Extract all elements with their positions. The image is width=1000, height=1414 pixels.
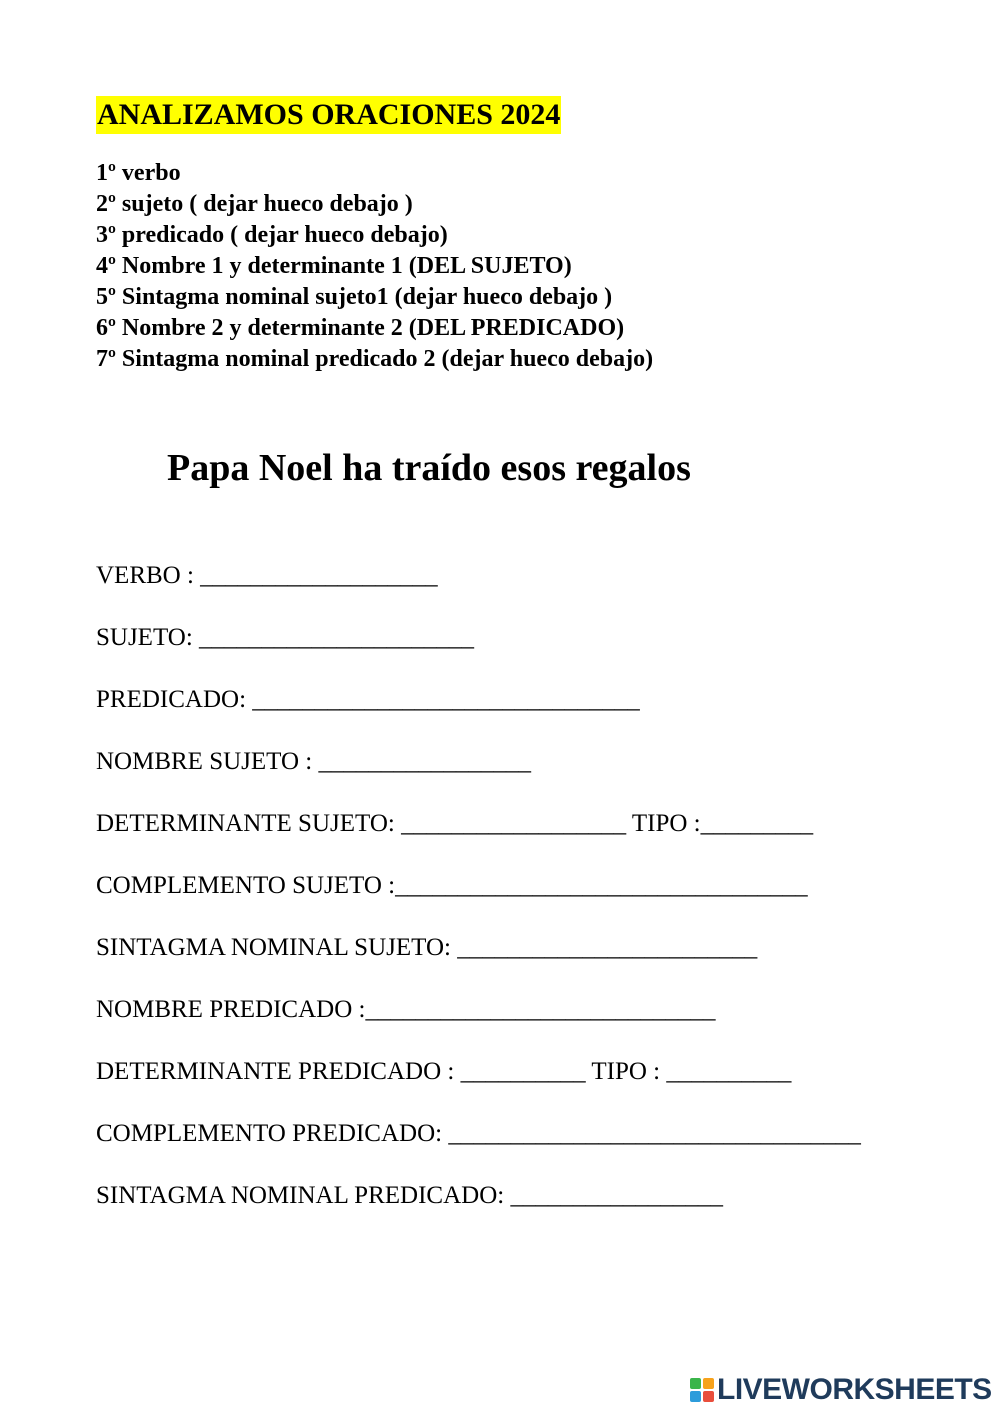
field-determinante-predicado[interactable]: DETERMINANTE PREDICADO : __________ TIPO : __________ [96, 1058, 792, 1085]
logo-square [703, 1378, 714, 1389]
field-sintagma-nominal-sujeto[interactable]: SINTAGMA NOMINAL SUJETO: ________________________ [96, 934, 758, 961]
field-nombre-sujeto[interactable]: NOMBRE SUJETO : _________________ [96, 748, 531, 775]
liveworksheets-logo-icon [690, 1378, 714, 1402]
instruction-step: 1º verbo [96, 160, 181, 186]
instruction-step: 7º Sintagma nominal predicado 2 (dejar hueco debajo) [96, 346, 654, 372]
field-complemento-sujeto[interactable]: COMPLEMENTO SUJETO :_________________________________ [96, 872, 808, 899]
instructions-list [96, 158, 653, 375]
logo-square [690, 1391, 701, 1402]
instruction-step: 5º Sintagma nominal sujeto1 (dejar hueco debajo ) [96, 284, 613, 310]
field-complemento-predicado[interactable]: COMPLEMENTO PREDICADO: _________________________________ [96, 1120, 861, 1147]
instruction-step: 4º Nombre 1 y determinante 1 (DEL SUJETO) [96, 253, 572, 279]
logo-text: LIVEWORKSHEETS [717, 1373, 992, 1406]
liveworksheets-logo [690, 1373, 992, 1407]
sentence-to-analyze: Papa Noel ha traído esos regalos [167, 447, 691, 489]
instruction-step: 2º sujeto ( dejar hueco debajo ) [96, 191, 413, 217]
field-predicado[interactable]: PREDICADO: _______________________________ [96, 686, 640, 713]
logo-square [703, 1391, 714, 1402]
field-sintagma-nominal-predicado[interactable]: SINTAGMA NOMINAL PREDICADO: _________________ [96, 1182, 723, 1209]
field-nombre-predicado[interactable]: NOMBRE PREDICADO :____________________________ [96, 996, 716, 1023]
logo-square [690, 1378, 701, 1389]
field-determinante-sujeto[interactable]: DETERMINANTE SUJETO: __________________ TIPO :_________ [96, 810, 814, 837]
worksheet-title: ANALIZAMOS ORACIONES 2024 [96, 96, 561, 134]
field-verbo[interactable]: VERBO : ___________________ [96, 562, 438, 589]
answer-fields [96, 560, 861, 1242]
field-sujeto[interactable]: SUJETO: ______________________ [96, 624, 475, 651]
instruction-step: 6º Nombre 2 y determinante 2 (DEL PREDICADO) [96, 315, 625, 341]
instruction-step: 3º predicado ( dejar hueco debajo) [96, 222, 448, 248]
